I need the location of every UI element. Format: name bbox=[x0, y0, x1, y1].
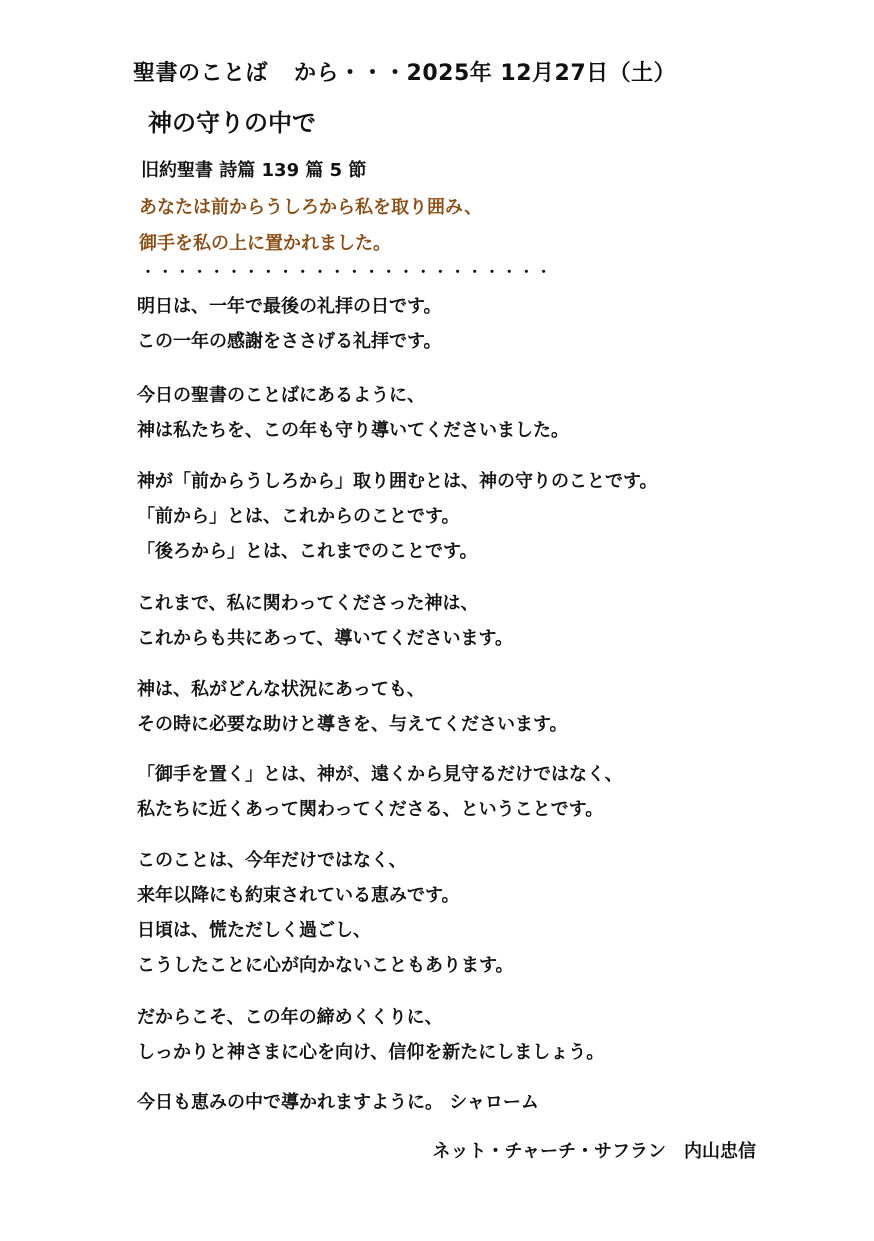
paragraph bbox=[137, 1000, 604, 1070]
paragraph-line: 「前から」とは、これからのことです。 bbox=[137, 506, 460, 527]
paragraph-line: その時に必要な助けと導きを、与えてくださいます。 bbox=[137, 714, 568, 735]
page-header-title bbox=[133, 56, 676, 87]
paragraph bbox=[137, 757, 623, 827]
paragraph-line: 来年以降にも約束されている恵みです。 bbox=[137, 885, 460, 906]
paragraph bbox=[137, 464, 658, 569]
paragraph bbox=[137, 672, 568, 742]
paragraph bbox=[137, 1085, 539, 1120]
paragraph-line: 私たちに近くあって関わってくださる、ということです。 bbox=[137, 799, 604, 820]
paragraph-line: これからも共にあって、導いてくださいます。 bbox=[137, 628, 514, 649]
page-subtitle: 神の守りの中で bbox=[148, 109, 316, 137]
header-title-date: から・・・2025年 12月27日（土） bbox=[294, 61, 677, 86]
header-title-main: 聖書のことば bbox=[133, 61, 269, 86]
scripture-line: あなたは前からうしろから私を取り囲み、 bbox=[139, 197, 483, 218]
paragraph-line: 日頃は、慌ただしく過ごし、 bbox=[137, 920, 371, 941]
paragraph-line: こうしたことに心が向かないこともあります。 bbox=[137, 955, 514, 976]
paragraph bbox=[137, 378, 569, 448]
paragraph-line: 神は、私がどんな状況にあっても、 bbox=[137, 679, 425, 700]
scripture-line: 御手を私の上に置かれました。 bbox=[139, 233, 391, 254]
paragraph-line: 神は私たちを、この年も守り導いてくださいました。 bbox=[137, 420, 569, 441]
paragraph-line: しっかりと神さまに心を向け、信仰を新たにしましょう。 bbox=[137, 1042, 605, 1063]
paragraph-line: 「御手を置く」とは、神が、遠くから見守るだけではなく、 bbox=[137, 764, 623, 785]
paragraph bbox=[137, 289, 442, 359]
paragraph-line: 「後ろから」とは、これまでのことです。 bbox=[137, 541, 478, 562]
paragraph-line: 神が「前からうしろから」取り囲むとは、神の守りのことです。 bbox=[137, 471, 658, 492]
paragraph bbox=[137, 586, 513, 656]
paragraph-line: 今日の聖書のことばにあるように、 bbox=[137, 385, 425, 406]
author-signature: ネット・チャーチ・サフラン 内山忠信 bbox=[432, 1141, 756, 1162]
paragraph-line: このことは、今年だけではなく、 bbox=[137, 850, 407, 871]
paragraph-line: これまで、私に関わってくださった神は、 bbox=[137, 593, 479, 614]
dotted-separator: ・・・・・・・・・・・・・・・・・・・・・・・・ bbox=[141, 265, 554, 281]
paragraph-line: 今日も恵みの中で導かれますように。 シャローム bbox=[137, 1092, 539, 1113]
paragraph bbox=[137, 843, 514, 983]
paragraph-line: だからこそ、この年の締めくくりに、 bbox=[137, 1007, 443, 1028]
scripture-reference: 旧約聖書 詩篇 139 篇 5 節 bbox=[141, 160, 367, 181]
paragraph-line: この一年の感謝をささげる礼拝です。 bbox=[137, 331, 442, 352]
paragraph-line: 明日は、一年で最後の礼拝の日です。 bbox=[137, 296, 442, 317]
